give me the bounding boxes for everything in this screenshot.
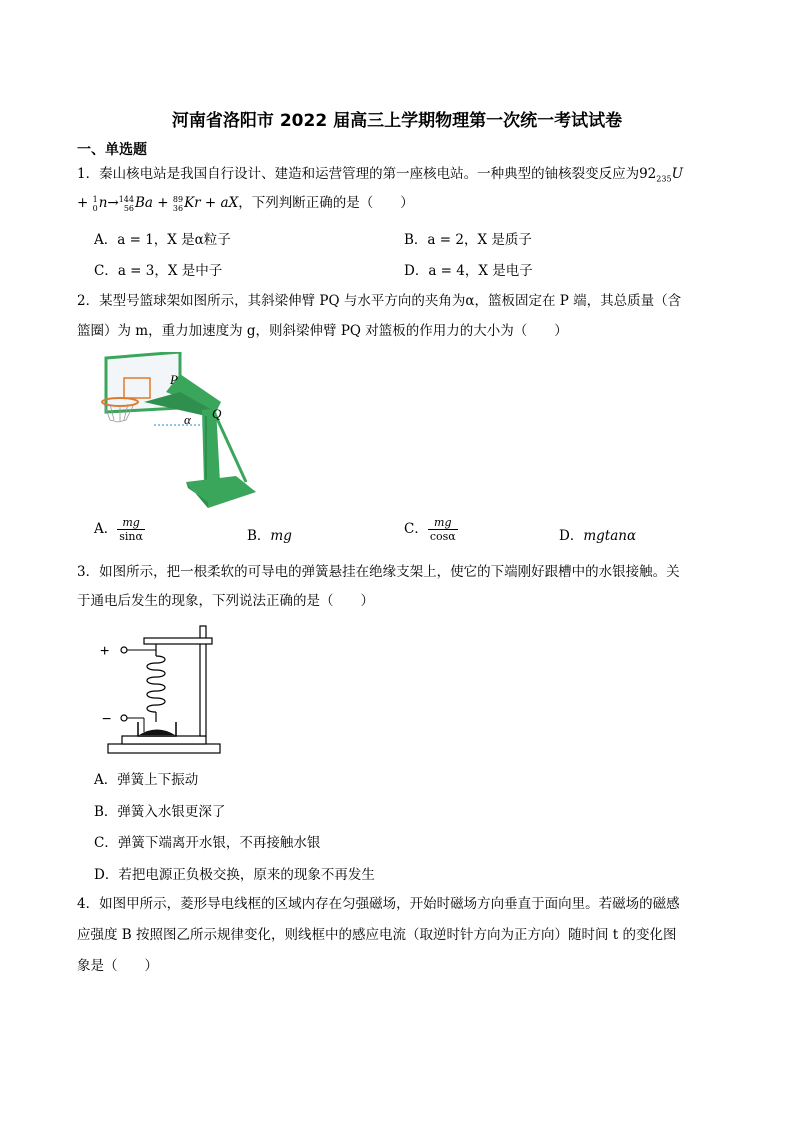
stand-base — [108, 744, 220, 753]
q2-option-c[interactable]: C． $\frac{mg}{\cos\alpha}$ — [404, 516, 456, 543]
section-heading: 一、单选题 — [77, 142, 147, 158]
q2-option-a[interactable]: A． $\frac{mg}{\sin\alpha}$ — [94, 516, 143, 543]
q1-line2-tail: ，下列判断正确的是（ ） — [238, 195, 414, 211]
terminal-positive — [121, 647, 127, 653]
q3-option-c[interactable]: C．弹簧下端离开水银，不再接触水银 — [94, 835, 321, 851]
spring-mercury-figure — [96, 622, 226, 757]
exam-title: 河南省洛阳市 2022 届高三上学期物理第一次统一考试试卷 — [171, 111, 623, 131]
q3-line1: 3．如图所示，把一根柔软的可导电的弹簧悬挂在绝缘支架上，使它的下端刚好跟槽中的水银接触。关 — [77, 564, 680, 580]
q2-option-b[interactable]: B．mg — [247, 528, 292, 544]
q1-stem — [77, 164, 683, 190]
q4-line2: 应强度 B 按照图乙所示规律变化，则线框中的感应电流（取逆时针方向为正方向）随时间 t 的变化图 — [77, 927, 677, 943]
q2-option-d[interactable]: D．mgtanα — [559, 528, 637, 544]
q1-option-d[interactable]: D．a = 4，X 是电子 — [404, 263, 533, 279]
minus-sign: − — [102, 711, 112, 728]
label-alpha: α — [184, 412, 191, 427]
q1-option-b[interactable]: B．a = 2，X 是质子 — [404, 232, 532, 248]
basketball-stand-figure — [96, 352, 266, 512]
q3-line2: 于通电后发生的现象，下列说法正确的是（ ） — [77, 593, 374, 609]
label-p: P — [170, 372, 178, 387]
u-notation: $92_{235}U$ — [639, 166, 683, 184]
q3-option-b[interactable]: B．弹簧入水银更深了 — [94, 804, 226, 820]
q2-line2: 篮圈）为 m，重力加速度为 g，则斜梁伸臂 PQ 对篮板的作用力的大小为（ ） — [77, 323, 568, 339]
q3-option-a[interactable]: A．弹簧上下振动 — [94, 772, 199, 788]
q1-option-c[interactable]: C．a = 3，X 是中子 — [94, 263, 223, 279]
q1-equation: + 1 0n→144 56Ba + 89 36Kr + aX — [77, 194, 239, 213]
q1-equation-line — [77, 193, 414, 213]
spring — [147, 656, 165, 712]
stand-arm — [144, 638, 212, 644]
q1-option-a[interactable]: A．a = 1，X 是α粒子 — [94, 232, 231, 248]
terminal-negative — [121, 715, 127, 721]
label-q: Q — [212, 406, 222, 421]
q4-line3: 象是（ ） — [77, 958, 158, 974]
q2-line1: 2．某型号篮球架如图所示，其斜梁伸臂 PQ 与水平方向的夹角为α，篮板固定在 P 端，其总质量（含 — [77, 293, 682, 309]
plus-sign: + — [100, 643, 110, 660]
q1-line1: 1．秦山核电站是我国自行设计、建造和运营管理的第一座核电站。一种典型的铀核裂变反应为 — [77, 166, 640, 182]
q4-line1: 4．如图甲所示，菱形导电线框的区域内存在匀强磁场，开始时磁场方向垂直于面向里。若磁场的磁感 — [77, 896, 680, 912]
q3-option-d[interactable]: D．若把电源正负极交换，原来的现象不再发生 — [94, 867, 375, 883]
